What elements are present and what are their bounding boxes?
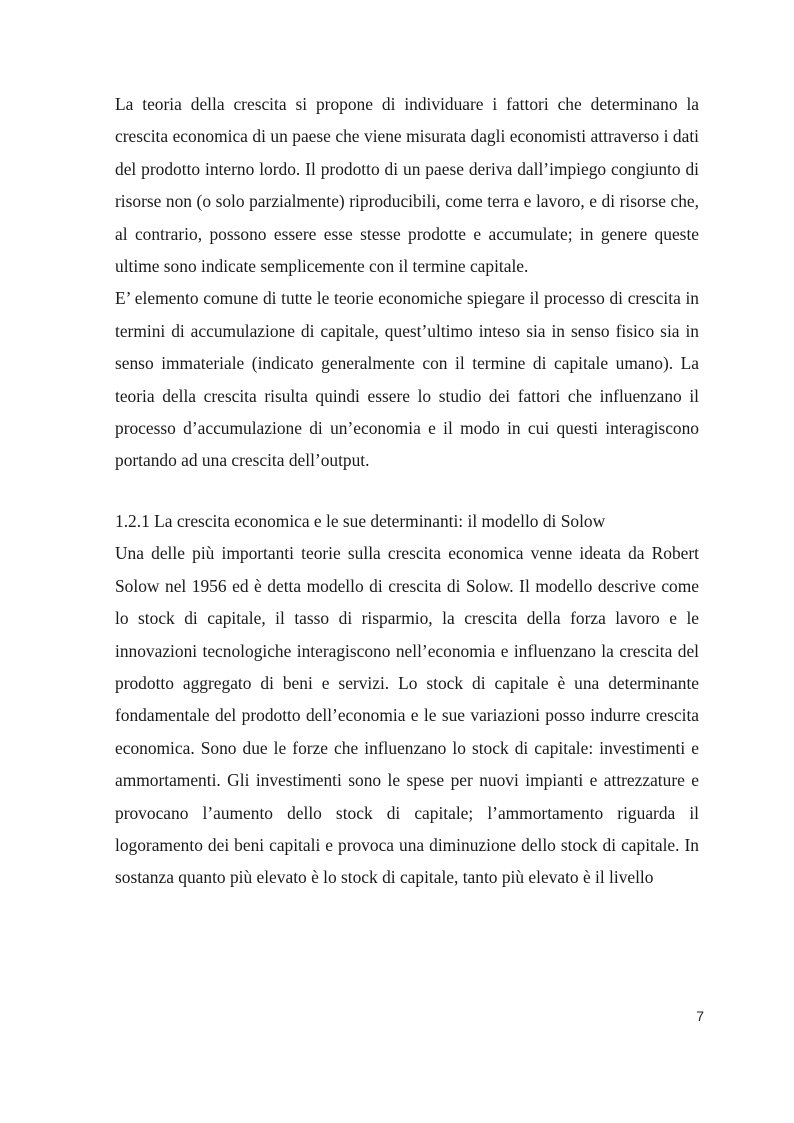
paragraph-solow-model: Una delle più importanti teorie sulla crescita economica venne ideata da Robert Solow nel 1956 ed è detta modello di crescita di Solow. Il modello descrive come lo stock di capitale, il tasso di risparmio, la crescita della forza lavoro e le innovazioni tecnologiche interagiscono nell’economia e influenzano la crescita del prodotto aggregato di beni e servizi. Lo stock di capitale è una determinante fondamentale del prodotto dell’economia e le sue variazioni posso indurre crescita economica. Sono due le forze che influenzano lo stock di capitale: investimenti e ammortamenti. Gli investimenti sono le spese per nuovi impianti e attrezzature e provocano l’aumento dello stock di capitale; l’ammortamento riguarda il logoramento dei beni capitali e provoca una diminuzione dello stock di capitale. In sostanza quanto più elevato è lo stock di capitale, tanto più elevato è il livello	[115, 543, 699, 888]
paragraph-capital-accumulation: E’ elemento comune di tutte le teorie economiche spiegare il processo di crescita in termini di accumulazione di capitale, quest’ultimo inteso sia in senso fisico sia in senso immateriale (indicato generalmente con il termine di capitale umano). La teoria della crescita risulta quindi essere lo studio dei fattori che influenzano il processo d’accumulazione di un’economia e il modo in cui questi interagiscono portando ad una crescita dell’output.	[115, 288, 699, 471]
body-text	[115, 88, 699, 894]
page-number: 7	[696, 1008, 704, 1024]
paragraph-growth-theory: La teoria della crescita si propone di individuare i fattori che determinano la crescita economica di un paese che viene misurata dagli economisti attraverso i dati del prodotto interno lordo. Il prodotto di un paese deriva dall’impiego congiunto di risorse non (o solo parzialmente) riproducibili, come terra e lavoro, e di risorse che, al contrario, possono essere esse stesse prodotte e accumulate; in genere queste ultime sono indicate semplicemente con il termine capitale.	[115, 94, 699, 277]
section-heading: 1.2.1 La crescita economica e le sue determinanti: il modello di Solow	[115, 510, 606, 531]
